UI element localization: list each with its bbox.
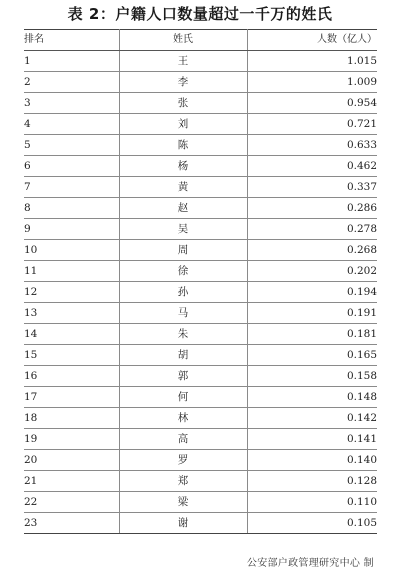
table-row xyxy=(24,198,377,219)
table-row xyxy=(24,387,377,408)
cell-surname: 马 xyxy=(119,303,247,324)
cell-population: 0.721 xyxy=(247,114,377,135)
cell-population: 0.286 xyxy=(247,198,377,219)
cell-surname: 吴 xyxy=(119,219,247,240)
table-row xyxy=(24,135,377,156)
cell-rank: 13 xyxy=(24,303,119,324)
table-title: 表 2：户籍人口数量超过一千万的姓氏 xyxy=(67,5,333,23)
table-row xyxy=(24,177,377,198)
cell-population: 0.142 xyxy=(247,408,377,429)
cell-population: 0.191 xyxy=(247,303,377,324)
table-row xyxy=(24,51,377,72)
header-rank: 排名 xyxy=(24,30,119,51)
cell-population: 0.148 xyxy=(247,387,377,408)
cell-population: 0.158 xyxy=(247,366,377,387)
cell-rank: 14 xyxy=(24,324,119,345)
cell-rank: 11 xyxy=(24,261,119,282)
cell-rank: 6 xyxy=(24,156,119,177)
table-row xyxy=(24,93,377,114)
cell-population: 0.278 xyxy=(247,219,377,240)
table-row xyxy=(24,408,377,429)
header-surname: 姓氏 xyxy=(119,30,247,51)
table-body xyxy=(24,51,377,534)
cell-population: 0.141 xyxy=(247,429,377,450)
cell-rank: 2 xyxy=(24,72,119,93)
table-row xyxy=(24,219,377,240)
cell-rank: 23 xyxy=(24,513,119,534)
table-row xyxy=(24,114,377,135)
source-footer: 公安部户政管理研究中心 制 xyxy=(246,558,374,569)
cell-population: 0.110 xyxy=(247,492,377,513)
cell-rank: 18 xyxy=(24,408,119,429)
table-row xyxy=(24,471,377,492)
cell-surname: 郑 xyxy=(119,471,247,492)
cell-population: 0.633 xyxy=(247,135,377,156)
cell-surname: 谢 xyxy=(119,513,247,534)
cell-surname: 王 xyxy=(119,51,247,72)
cell-rank: 1 xyxy=(24,51,119,72)
cell-population: 1.009 xyxy=(247,72,377,93)
cell-population: 1.015 xyxy=(247,51,377,72)
cell-population: 0.954 xyxy=(247,93,377,114)
cell-surname: 郭 xyxy=(119,366,247,387)
cell-rank: 22 xyxy=(24,492,119,513)
cell-surname: 高 xyxy=(119,429,247,450)
cell-rank: 10 xyxy=(24,240,119,261)
cell-surname: 何 xyxy=(119,387,247,408)
table-row xyxy=(24,429,377,450)
cell-rank: 4 xyxy=(24,114,119,135)
surname-table xyxy=(24,29,377,534)
cell-rank: 7 xyxy=(24,177,119,198)
cell-surname: 张 xyxy=(119,93,247,114)
cell-surname: 徐 xyxy=(119,261,247,282)
cell-population: 0.165 xyxy=(247,345,377,366)
table-row xyxy=(24,156,377,177)
table-row xyxy=(24,366,377,387)
table-header-row xyxy=(24,30,377,51)
table-row xyxy=(24,450,377,471)
cell-rank: 12 xyxy=(24,282,119,303)
table-row xyxy=(24,345,377,366)
cell-rank: 3 xyxy=(24,93,119,114)
cell-rank: 9 xyxy=(24,219,119,240)
cell-surname: 林 xyxy=(119,408,247,429)
cell-surname: 梁 xyxy=(119,492,247,513)
cell-population: 0.268 xyxy=(247,240,377,261)
header-population: 人数（亿人） xyxy=(247,30,377,51)
table-row xyxy=(24,324,377,345)
cell-surname: 赵 xyxy=(119,198,247,219)
table-row xyxy=(24,303,377,324)
cell-rank: 21 xyxy=(24,471,119,492)
cell-rank: 8 xyxy=(24,198,119,219)
cell-rank: 19 xyxy=(24,429,119,450)
table-row xyxy=(24,72,377,93)
cell-surname: 李 xyxy=(119,72,247,93)
cell-surname: 孙 xyxy=(119,282,247,303)
cell-rank: 16 xyxy=(24,366,119,387)
cell-rank: 15 xyxy=(24,345,119,366)
table-row xyxy=(24,240,377,261)
cell-surname: 杨 xyxy=(119,156,247,177)
table-row xyxy=(24,492,377,513)
cell-surname: 陈 xyxy=(119,135,247,156)
cell-surname: 周 xyxy=(119,240,247,261)
cell-surname: 罗 xyxy=(119,450,247,471)
cell-surname: 刘 xyxy=(119,114,247,135)
cell-population: 0.462 xyxy=(247,156,377,177)
cell-rank: 17 xyxy=(24,387,119,408)
cell-population: 0.194 xyxy=(247,282,377,303)
table-row xyxy=(24,282,377,303)
cell-rank: 20 xyxy=(24,450,119,471)
cell-surname: 黄 xyxy=(119,177,247,198)
table-row xyxy=(24,261,377,282)
cell-population: 0.202 xyxy=(247,261,377,282)
cell-surname: 胡 xyxy=(119,345,247,366)
cell-population: 0.337 xyxy=(247,177,377,198)
cell-surname: 朱 xyxy=(119,324,247,345)
cell-population: 0.128 xyxy=(247,471,377,492)
cell-rank: 5 xyxy=(24,135,119,156)
table-row xyxy=(24,513,377,534)
cell-population: 0.181 xyxy=(247,324,377,345)
cell-population: 0.140 xyxy=(247,450,377,471)
cell-population: 0.105 xyxy=(247,513,377,534)
